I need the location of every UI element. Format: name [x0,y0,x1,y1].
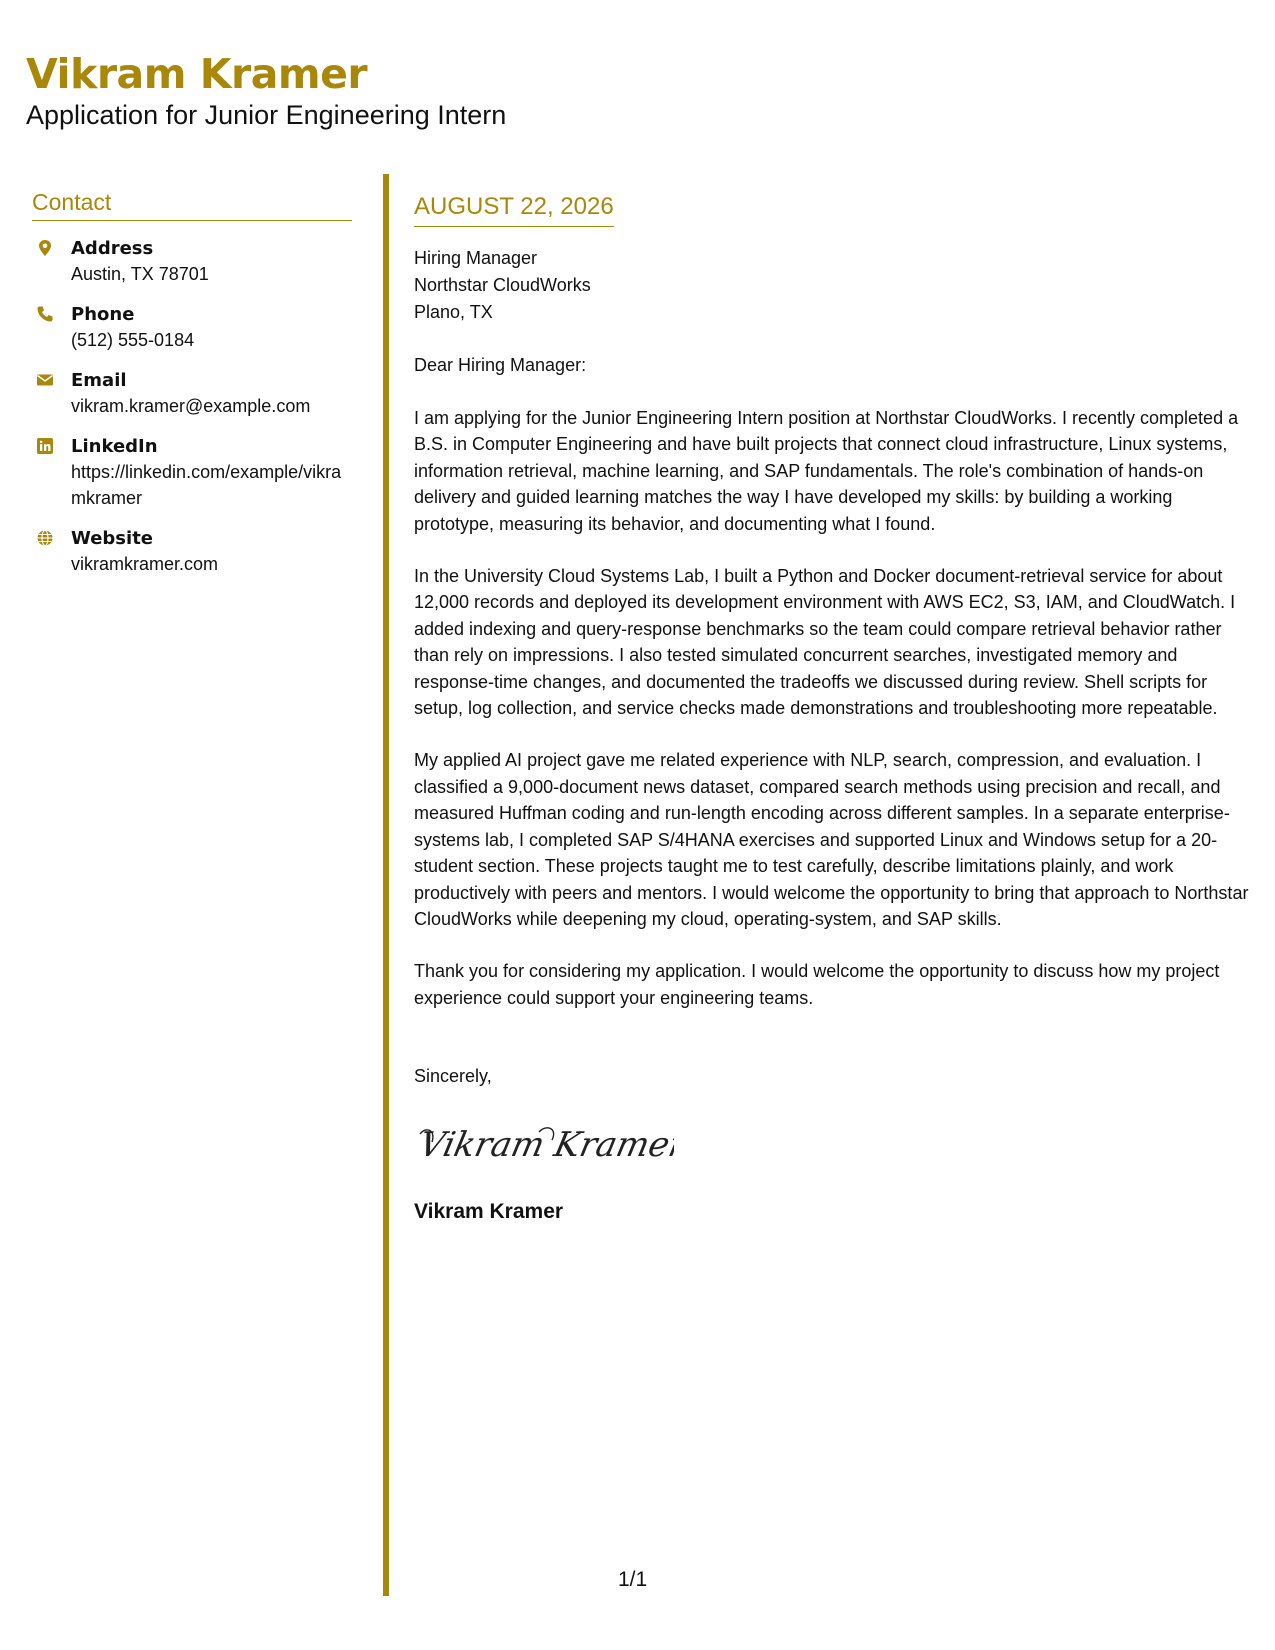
body-paragraph: Thank you for considering my application. I would welcome the opportunity to discuss how my project experience could support your engineering teams. [414,961,1220,1008]
letter-body [414,192,1254,1226]
salutation: Dear Hiring Manager: [414,355,587,375]
contact-value: (512) 555-0184 [71,330,195,350]
contact-heading: Contact [32,188,352,221]
application-subtitle: Application for Junior Engineering Intern [26,100,507,130]
contact-value: Austin, TX 78701 [71,264,209,284]
phone-icon [36,305,54,323]
contact-value[interactable]: vikramkramer.com [71,554,219,574]
contact-value: vikram.kramer@example.com [71,396,311,416]
applicant-name: Vikram Kramer [26,50,368,98]
recipient-block [414,245,1254,326]
contact-value[interactable]: https://linkedin.com/example/vikramkramer [71,462,342,508]
contact-label: Address [71,238,154,259]
svg-text:Vikram Kramer: Vikram Kramer [415,1125,674,1166]
recipient-company: Northstar CloudWorks [414,275,591,295]
signer-name: Vikram Kramer [414,1200,564,1224]
closing: Sincerely, [414,1066,492,1087]
contact-label: Website [71,528,154,549]
recipient-location: Plano, TX [414,302,493,322]
recipient-title: Hiring Manager [414,248,538,268]
body-paragraph: I am applying for the Junior Engineering Intern position at Northstar CloudWorks. I recently completed a B.S. in Computer Engineering and have built projects that connect cloud infrastructure, Linux systems, information retrieval, machine learning, and SAP fundamentals. The role's combination of hands-on delivery and guided learning matches the way I have developed my skills: by building a working prototype, measuring its behavior, and documenting what I found. [414,408,1239,534]
contact-label: Phone [71,304,135,325]
letter-header [26,50,506,132]
contact-item-email [32,369,352,419]
page-number: 1/1 [618,1568,648,1591]
contact-item-phone [32,303,352,353]
contact-item-address [32,237,352,287]
globe-icon [36,529,54,547]
linkedin-icon [36,437,54,455]
contact-item-linkedin [32,435,352,511]
body-paragraph: My applied AI project gave me related experience with NLP, search, compression, and evaluation. I classified a 9,000-document news dataset, compared search methods using precision and recall, and measured Huffman coding and run-length encoding across different samples. In a separate enterprise-systems lab, I completed SAP S/4HANA exercises and supported Linux and Windows setup for a 20-student section. These projects taught me to test carefully, describe limitations plainly, and work productively with peers and mentors. I would welcome the opportunity to bring that approach to Northstar CloudWorks while deepening my cloud, operating-system, and SAP skills. [414,750,1249,929]
contact-label: LinkedIn [71,436,158,457]
letter-date: AUGUST 22, 2026 [414,192,614,227]
contact-label: Email [71,370,127,391]
map-pin-icon [36,239,54,257]
handwritten-signature [414,1116,1254,1176]
contact-item-website [32,527,352,577]
body-paragraph: In the University Cloud Systems Lab, I built a Python and Docker document-retrieval service for about 12,000 records and deployed its development environment with AWS EC2, S3, IAM, and CloudWatch. I added indexing and query-response benchmarks so the team could compare retrieval behavior rather than rely on impressions. I also tested simulated concurrent searches, investigated memory and response-time changes, and documented the tradeoffs we discussed during review. Shell scripts for setup, log collection, and service checks made demonstrations and troubleshooting more repeatable. [414,566,1236,719]
contact-sidebar [32,188,352,577]
envelope-icon [36,371,54,389]
column-divider [383,174,389,1596]
signature-drawing [414,1116,674,1176]
